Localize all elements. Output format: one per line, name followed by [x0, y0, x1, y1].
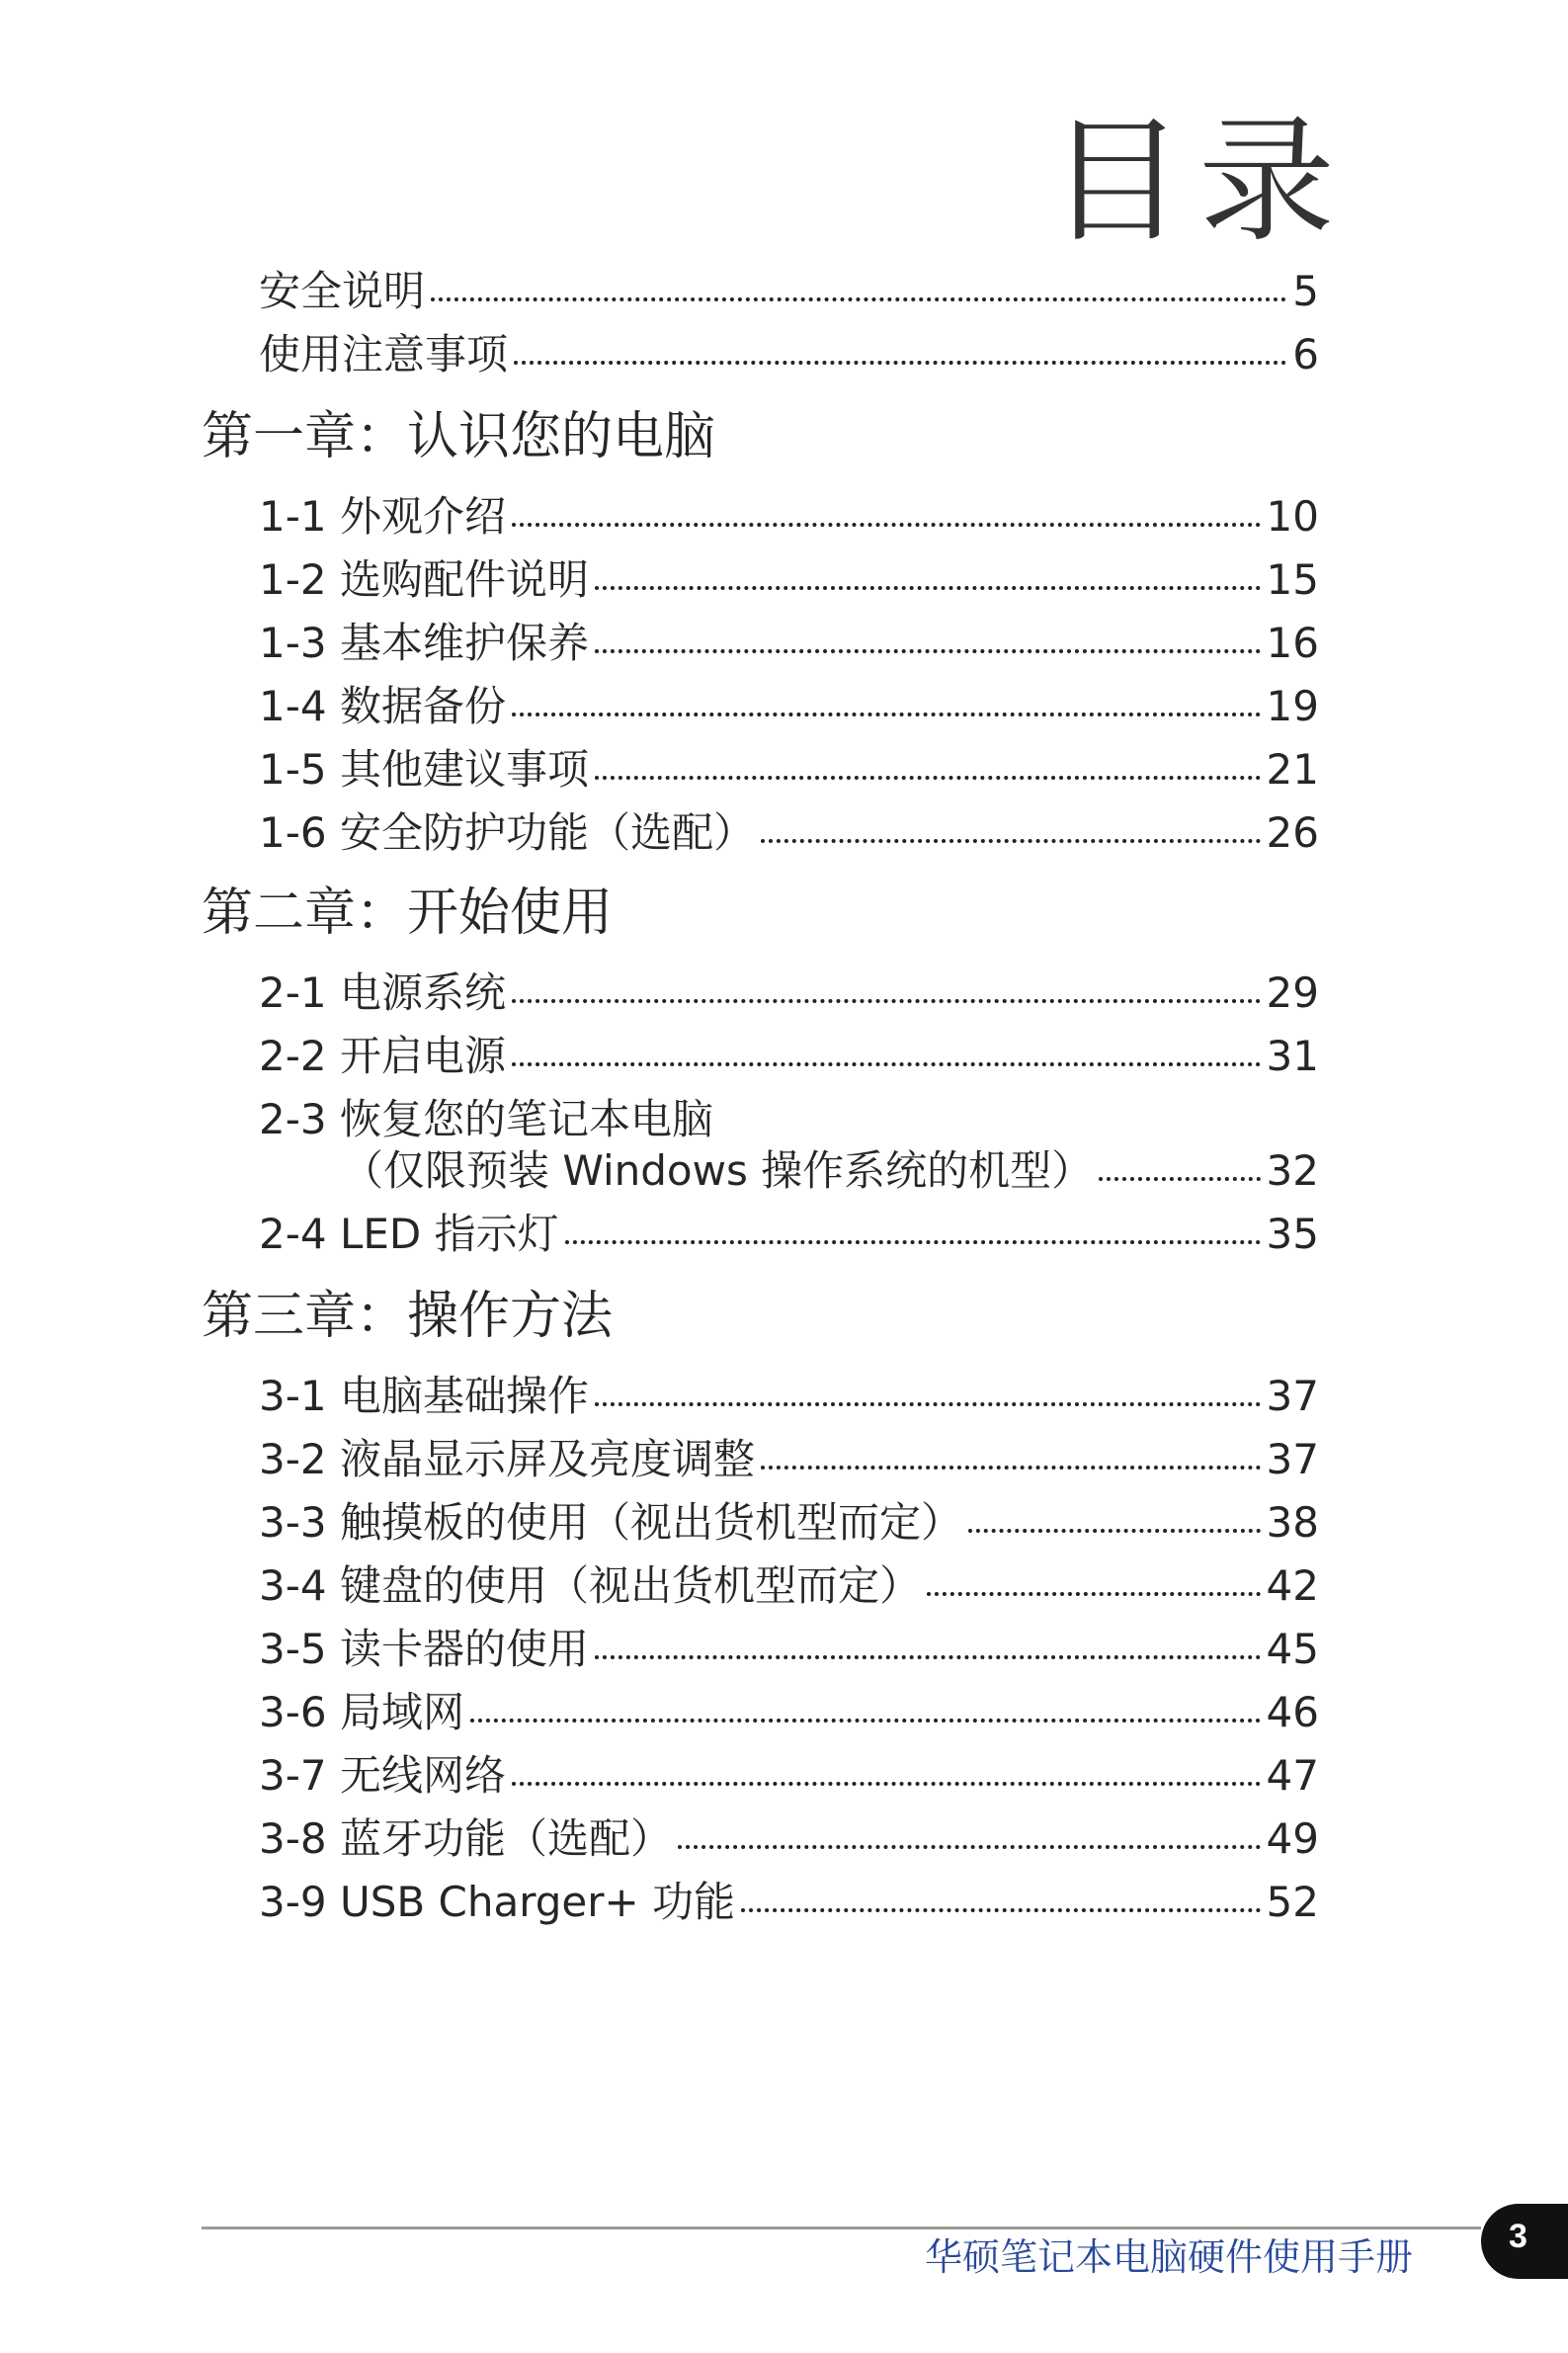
- dot-leader: [595, 1402, 1261, 1406]
- toc-entry-2-3-label[interactable]: 2-3 恢复您的笔记本电脑: [259, 1095, 713, 1143]
- toc-entry-label-cont: （仅限预装 Windows 操作系统的机型）: [342, 1146, 1094, 1195]
- dot-leader: [678, 1845, 1261, 1849]
- toc-entry-page: 10: [1266, 492, 1319, 541]
- toc-entry-page: 19: [1266, 682, 1319, 730]
- footer-divider: [202, 2227, 1481, 2229]
- toc-entry-page: 37: [1266, 1372, 1319, 1420]
- toc-entry-page: 6: [1292, 330, 1319, 378]
- toc-entry-2-1[interactable]: [259, 968, 1319, 1017]
- toc-entry-page: 37: [1266, 1435, 1319, 1483]
- toc-entry-label: 1-2 选购配件说明: [259, 555, 589, 604]
- toc-entry-label: 1-3 基本维护保养: [259, 619, 589, 667]
- dot-leader: [741, 1908, 1261, 1912]
- dot-leader: [514, 361, 1286, 365]
- dot-leader: [512, 713, 1261, 716]
- toc-entry-label: 2-2 开启电源: [259, 1032, 506, 1080]
- toc-entry-page: 47: [1266, 1751, 1319, 1800]
- toc-entry-3-2[interactable]: [259, 1435, 1319, 1483]
- toc-entry-label: 3-6 局域网: [259, 1688, 464, 1736]
- dot-leader: [512, 523, 1261, 527]
- toc-entry-1-2[interactable]: [259, 555, 1319, 604]
- page-number-tab: [1481, 2204, 1568, 2279]
- toc-entry-safety[interactable]: [259, 267, 1319, 315]
- toc-entry-label: 3-3 触摸板的使用（视出货机型而定）: [259, 1498, 962, 1547]
- toc-entry-label: 3-4 键盘的使用（视出货机型而定）: [259, 1561, 921, 1610]
- toc-entry-label: 3-8 蓝牙功能（选配）: [259, 1814, 672, 1863]
- toc-entry-page: 38: [1266, 1498, 1319, 1547]
- page-title: 目录: [1047, 102, 1349, 261]
- toc-entry-label: 1-4 数据备份: [259, 682, 506, 730]
- toc-entry-label: 安全说明: [259, 267, 426, 315]
- toc-entry-page: 15: [1266, 555, 1319, 604]
- toc-entry-3-7[interactable]: [259, 1751, 1319, 1800]
- toc-entry-1-6[interactable]: [259, 808, 1319, 857]
- toc-entry-label: 2-1 电源系统: [259, 968, 506, 1017]
- toc-entry-2-4[interactable]: [259, 1210, 1319, 1258]
- toc-entry-label: 使用注意事项: [259, 330, 509, 378]
- dot-leader: [595, 586, 1261, 590]
- toc-entry-page: 52: [1266, 1878, 1319, 1926]
- toc-entry-3-3[interactable]: [259, 1498, 1319, 1547]
- toc-entry-page: 21: [1266, 745, 1319, 794]
- toc-entry-page: 31: [1266, 1032, 1319, 1080]
- dot-leader: [595, 649, 1261, 653]
- toc-entry-page: 29: [1266, 968, 1319, 1017]
- toc-entry-3-5[interactable]: [259, 1625, 1319, 1673]
- toc-entry-label: 3-9 USB Charger+ 功能: [259, 1878, 736, 1926]
- toc-entry-label: 3-2 液晶显示屏及亮度调整: [259, 1435, 755, 1483]
- dot-leader: [470, 1719, 1261, 1723]
- footer-manual-title: 华硕笔记本电脑硬件使用手册: [924, 2235, 1413, 2279]
- toc-entry-page: 45: [1266, 1625, 1319, 1673]
- toc-entry-label: 2-4 LED 指示灯: [259, 1210, 559, 1258]
- dot-leader: [431, 297, 1286, 301]
- dot-leader: [565, 1240, 1261, 1244]
- toc-entry-3-8[interactable]: [259, 1814, 1319, 1863]
- toc-entry-1-1[interactable]: [259, 492, 1319, 541]
- toc-entry-page: 42: [1266, 1561, 1319, 1610]
- toc-entry-3-9[interactable]: [259, 1878, 1319, 1926]
- toc-entry-3-4[interactable]: [259, 1561, 1319, 1610]
- toc-entry-3-1[interactable]: [259, 1372, 1319, 1420]
- toc-entry-label: 1-5 其他建议事项: [259, 745, 589, 794]
- toc-entry-page: 5: [1292, 267, 1319, 315]
- toc-entry-1-3[interactable]: [259, 619, 1319, 667]
- toc-entry-label: 3-1 电脑基础操作: [259, 1372, 589, 1420]
- dot-leader: [968, 1529, 1261, 1533]
- toc-entry-1-4[interactable]: [259, 682, 1319, 730]
- toc-entry-label: 3-7 无线网络: [259, 1751, 506, 1800]
- dot-leader: [512, 1782, 1261, 1786]
- toc-entry-label: 1-6 安全防护功能（选配）: [259, 808, 755, 857]
- toc-entry-page: 26: [1266, 808, 1319, 857]
- dot-leader: [927, 1592, 1261, 1596]
- toc-entry-label: 3-5 读卡器的使用: [259, 1625, 589, 1673]
- toc-entry-page: 49: [1266, 1814, 1319, 1863]
- chapter-heading-3[interactable]: 第三章：操作方法: [202, 1287, 614, 1346]
- dot-leader: [512, 999, 1261, 1003]
- dot-leader: [512, 1062, 1261, 1066]
- toc-entry-3-6[interactable]: [259, 1688, 1319, 1736]
- toc-entry-label: 1-1 外观介绍: [259, 492, 506, 541]
- toc-entry-1-5[interactable]: [259, 745, 1319, 794]
- page-number: 3: [1509, 2218, 1527, 2255]
- chapter-heading-2[interactable]: 第二章：开始使用: [202, 883, 614, 943]
- dot-leader: [595, 1655, 1261, 1659]
- dot-leader: [595, 776, 1261, 780]
- dot-leader: [761, 839, 1261, 843]
- chapter-heading-1[interactable]: 第一章：认识您的电脑: [202, 407, 716, 466]
- dot-leader: [1099, 1177, 1260, 1181]
- toc-entry-page: 35: [1266, 1210, 1319, 1258]
- toc-entry-page: 46: [1266, 1688, 1319, 1736]
- toc-entry-page: 32: [1266, 1146, 1319, 1195]
- toc-entry-2-2[interactable]: [259, 1032, 1319, 1080]
- toc-entry-usage-notes[interactable]: [259, 330, 1319, 378]
- toc-entry-page: 16: [1266, 619, 1319, 667]
- dot-leader: [761, 1466, 1261, 1470]
- toc-entry-2-3[interactable]: [342, 1146, 1319, 1195]
